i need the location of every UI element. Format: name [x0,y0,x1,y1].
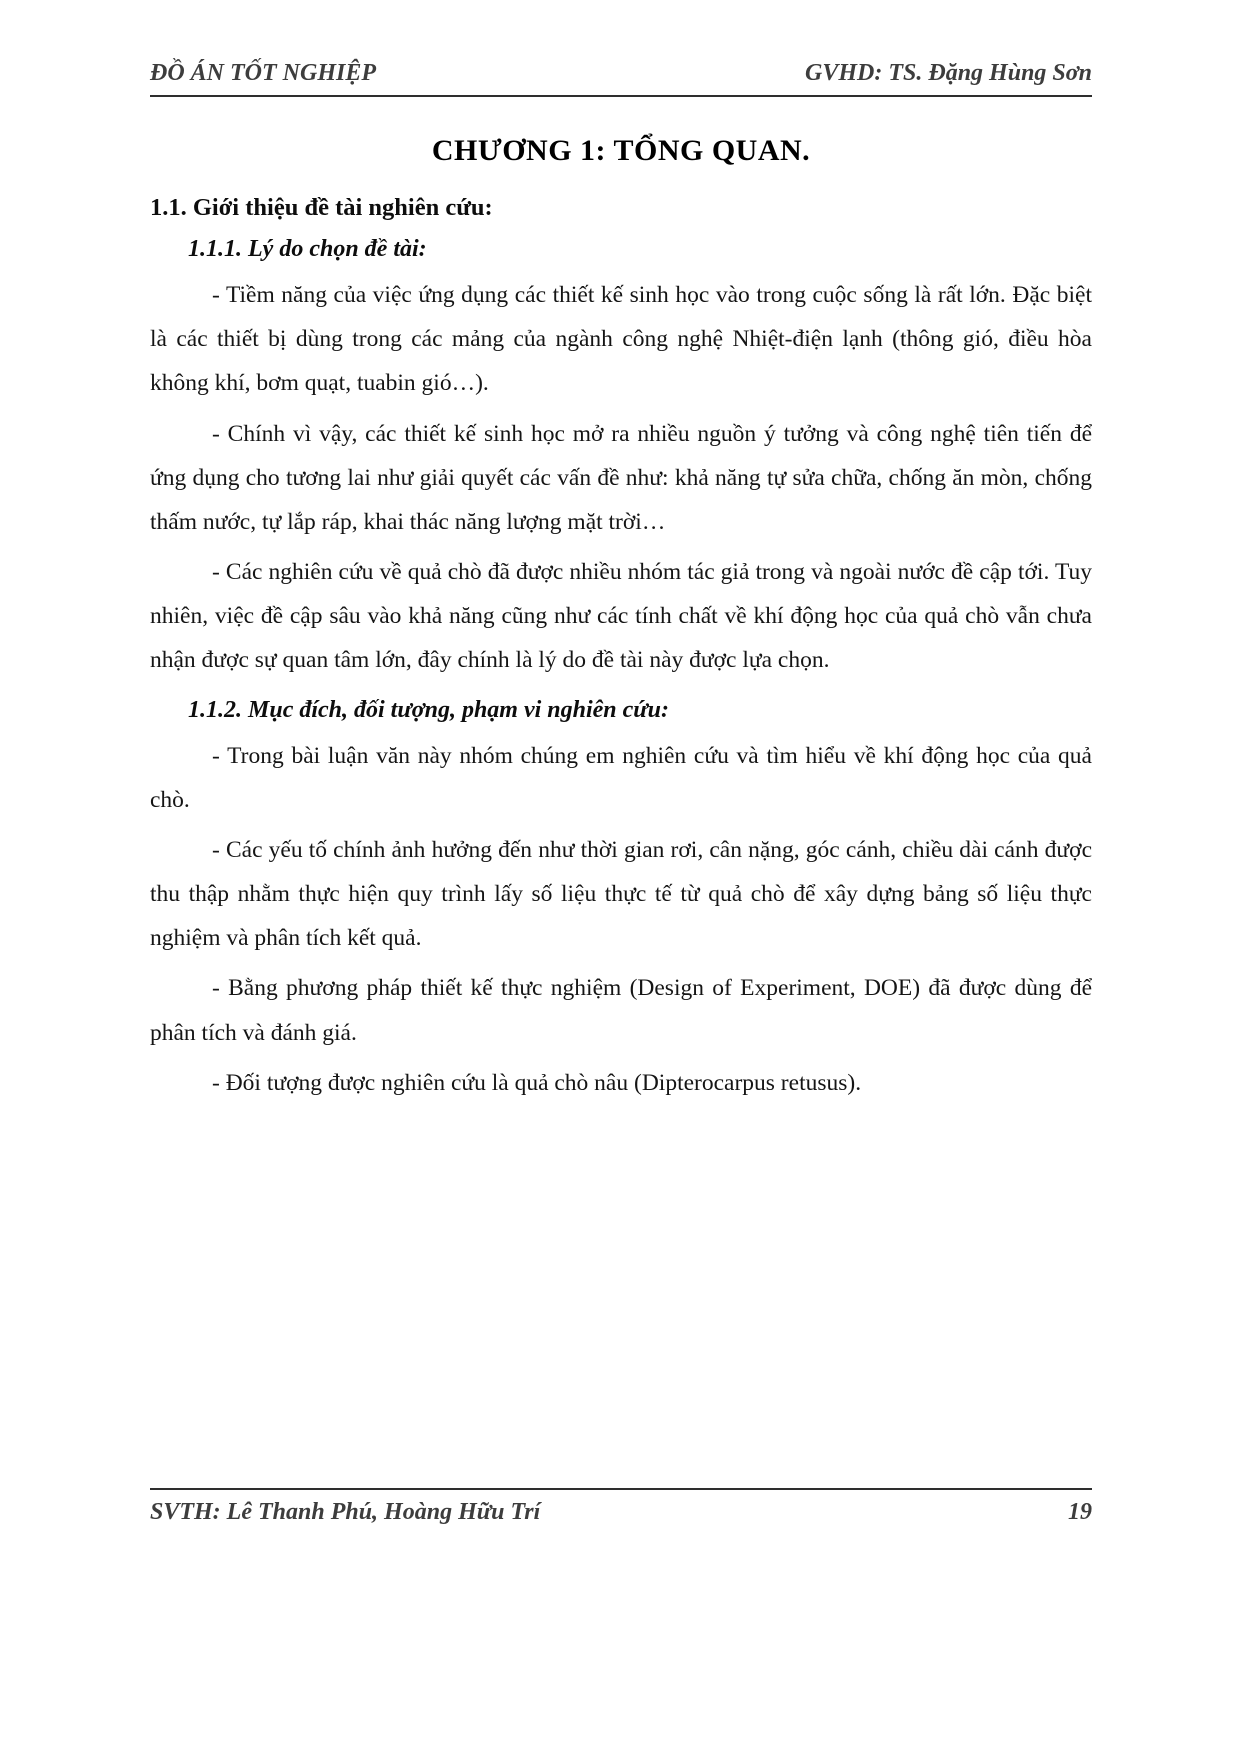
header-document-title: ĐỒ ÁN TỐT NGHIỆP [150,60,376,86]
page-header [150,60,1092,97]
paragraph: - Trong bài luận văn này nhóm chúng em nghiên cứu và tìm hiểu về khí động học của quả chò. [150,742,1092,813]
page-content [150,118,1092,1111]
footer-page-number: 19 [1068,1499,1092,1525]
footer-students: SVTH: Lê Thanh Phú, Hoàng Hữu Trí [150,1499,541,1525]
subsection-heading-1-1-1: 1.1.1. Lý do chọn đề tài: [188,236,427,262]
paragraph: - Các nghiên cứu về quả chò đã được nhiều nhóm tác giả trong và ngoài nước đề cập tới. Tuy nhiên, việc đề cập sâu vào khả năng cũng như các tính chất về khí động học của quả chò vẫn chưa nhận được sự quan tâm lớn, đây chính là lý do đề tài này được lựa chọn. [150,559,1092,674]
paragraph: - Chính vì vậy, các thiết kế sinh học mở ra nhiều nguồn ý tưởng và công nghệ tiên tiến để ứng dụng cho tương lai như giải quyết các vấn đề như: khả năng tự sửa chữa, chống ăn mòn, chống thấm nước, tự lắp ráp, khai thác năng lượng mặt trời… [150,420,1092,535]
paragraph: - Bằng phương pháp thiết kế thực nghiệm (Design of Experiment, DOE) đã được dùng để phân tích và đánh giá. [150,975,1092,1046]
subsection-heading-1-1-2: 1.1.2. Mục đích, đối tượng, phạm vi nghiên cứu: [188,696,670,723]
paragraph: - Đối tượng được nghiên cứu là quả chò nâu (Dipterocarpus retusus). [212,1069,862,1096]
paragraph: - Các yếu tố chính ảnh hưởng đến như thời gian rơi, cân nặng, góc cánh, chiều dài cánh được thu thập nhằm thực hiện quy trình lấy số liệu thực tế từ quả chò để xây dựng bảng số liệu thực nghiệm và phân tích kết quả. [150,836,1092,952]
header-advisor: GVHD: TS. Đặng Hùng Sơn [805,60,1092,86]
page-footer [150,1488,1092,1526]
paragraph: - Tiềm năng của việc ứng dụng các thiết kế sinh học vào trong cuộc sống là rất lớn. Đặc biệt là các thiết bị dùng trong các mảng của ngành công nghệ Nhiệt-điện lạnh (thông gió, điều hòa không khí, bơm quạt, tuabin gió…). [150,282,1092,397]
chapter-title: CHƯƠNG 1: TỔNG QUAN. [431,134,811,167]
section-heading-1-1: 1.1. Giới thiệu đề tài nghiên cứu: [150,194,493,221]
